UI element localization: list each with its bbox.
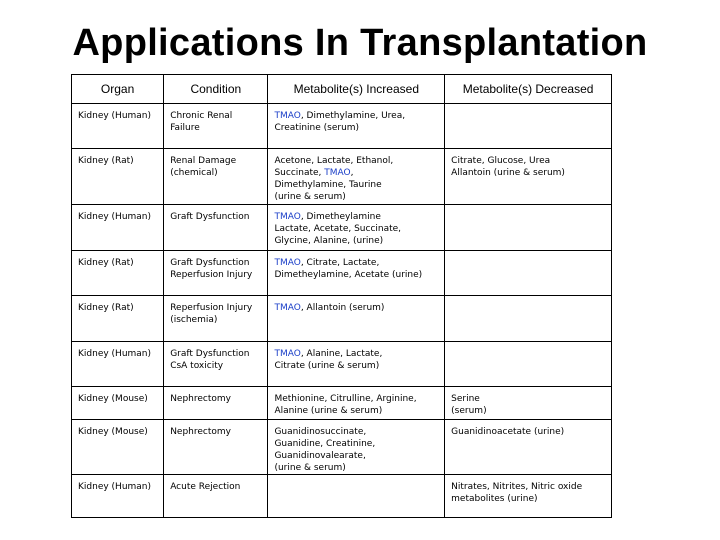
increased-text: Lactate, Acetate, Succinate, xyxy=(274,224,402,234)
cell-condition xyxy=(164,296,268,342)
column-header-decreased: Metabolite(s) Decreased xyxy=(445,75,612,104)
cell-decreased xyxy=(445,251,612,296)
cell-condition xyxy=(164,342,268,387)
column-header-increased: Metabolite(s) Increased xyxy=(268,75,445,104)
table-row xyxy=(72,205,612,251)
table-row xyxy=(72,342,612,387)
cell-condition xyxy=(164,251,268,296)
highlight-tmao: TMAO xyxy=(274,349,301,359)
cell-decreased-line: Serine xyxy=(451,394,480,404)
increased-text: Guanidine, Creatinine, xyxy=(274,439,376,449)
cell-organ xyxy=(72,251,164,296)
increased-text: , Dimetheylamine xyxy=(300,212,381,222)
increased-text: Citrate (urine & serum) xyxy=(274,361,380,371)
cell-increased xyxy=(268,420,445,475)
cell-condition xyxy=(164,475,268,518)
cell-decreased xyxy=(445,475,612,518)
highlight-tmao: TMAO xyxy=(274,258,301,268)
cell-decreased-line: Citrate, Glucose, Urea xyxy=(451,156,551,166)
cell-increased xyxy=(268,296,445,342)
cell-decreased-line: Nitrates, Nitrites, Nitric oxide xyxy=(451,482,583,492)
cell-decreased xyxy=(445,296,612,342)
cell-organ xyxy=(72,296,164,342)
cell-condition-line: Graft Dysfunction xyxy=(170,212,250,222)
cell-condition xyxy=(164,420,268,475)
cell-decreased-line: Guanidinoacetate (urine) xyxy=(451,427,565,437)
cell-condition-line: CsA toxicity xyxy=(170,361,224,371)
increased-text: Alanine (urine & serum) xyxy=(274,406,383,416)
column-header-organ: Organ xyxy=(72,75,164,104)
cell-condition xyxy=(164,387,268,420)
cell-decreased xyxy=(445,420,612,475)
cell-organ xyxy=(72,475,164,518)
increased-text: , Dimethylamine, Urea, xyxy=(300,111,406,121)
highlight-tmao: TMAO xyxy=(274,212,301,222)
cell-condition xyxy=(164,104,268,149)
organ-text: Kidney (Human) xyxy=(78,111,152,121)
page-title: Applications In Transplantation xyxy=(72,22,648,64)
cell-decreased xyxy=(445,387,612,420)
cell-decreased-line: (serum) xyxy=(451,406,487,416)
cell-condition-line: Nephrectomy xyxy=(170,394,231,404)
cell-condition-line: Acute Rejection xyxy=(170,482,241,492)
cell-condition-line: Reperfusion Injury xyxy=(170,270,253,280)
cell-decreased-line: metabolites (urine) xyxy=(451,494,538,504)
increased-text: Methionine, Citrulline, Arginine, xyxy=(274,394,417,404)
cell-condition-line: Chronic Renal xyxy=(170,111,233,121)
cell-decreased-line: Allantoin (urine & serum) xyxy=(451,168,565,178)
increased-text: Guanidinosuccinate, xyxy=(274,427,367,437)
table-row xyxy=(72,104,612,149)
cell-condition-line: Nephrectomy xyxy=(170,427,231,437)
cell-decreased xyxy=(445,149,612,205)
increased-text: (urine & serum) xyxy=(274,463,346,473)
table-row xyxy=(72,475,612,518)
cell-condition-line: Graft Dysfunction xyxy=(170,258,250,268)
cell-decreased xyxy=(445,104,612,149)
cell-increased xyxy=(268,205,445,251)
table-row xyxy=(72,251,612,296)
highlight-tmao: TMAO xyxy=(274,303,301,313)
table-row xyxy=(72,149,612,205)
cell-condition xyxy=(164,149,268,205)
highlight-tmao: TMAO xyxy=(324,168,351,178)
increased-text: , xyxy=(350,168,354,178)
increased-text: , Alanine, Lactate, xyxy=(300,349,383,359)
cell-organ xyxy=(72,387,164,420)
cell-increased xyxy=(268,475,445,518)
organ-text: Kidney (Mouse) xyxy=(78,427,148,437)
cell-organ xyxy=(72,104,164,149)
cell-condition-line: (ischemia) xyxy=(170,315,218,325)
increased-text: Guanidinovalearate, xyxy=(274,451,366,461)
table-row xyxy=(72,387,612,420)
increased-text: Dimetheylamine, Acetate (urine) xyxy=(274,270,423,280)
increased-text: , Citrate, Lactate, xyxy=(300,258,380,268)
increased-text: Glycine, Alanine, (urine) xyxy=(274,236,384,246)
organ-text: Kidney (Rat) xyxy=(78,303,134,313)
cell-increased xyxy=(268,342,445,387)
cell-organ xyxy=(72,205,164,251)
cell-condition-line: Failure xyxy=(170,123,200,133)
table-row xyxy=(72,420,612,475)
cell-increased xyxy=(268,387,445,420)
increased-text: , Allantoin (serum) xyxy=(300,303,385,313)
cell-organ xyxy=(72,420,164,475)
cell-organ xyxy=(72,342,164,387)
increased-text: Acetone, Lactate, Ethanol, xyxy=(274,156,394,166)
cell-decreased xyxy=(445,205,612,251)
table-header-row xyxy=(72,75,612,104)
increased-text: Succinate, xyxy=(274,168,325,178)
cell-increased xyxy=(268,149,445,205)
cell-organ xyxy=(72,149,164,205)
organ-text: Kidney (Human) xyxy=(78,212,152,222)
organ-text: Kidney (Mouse) xyxy=(78,394,148,404)
table-row xyxy=(72,296,612,342)
organ-text: Kidney (Rat) xyxy=(78,258,134,268)
cell-decreased xyxy=(445,342,612,387)
cell-condition-line: Renal Damage xyxy=(170,156,237,166)
increased-text: Creatinine (serum) xyxy=(274,123,360,133)
highlight-tmao: TMAO xyxy=(274,111,301,121)
transplant-metabolite-table xyxy=(71,74,612,518)
organ-text: Kidney (Human) xyxy=(78,349,152,359)
increased-text: Dimethylamine, Taurine xyxy=(274,180,382,190)
organ-text: Kidney (Human) xyxy=(78,482,152,492)
column-header-condition: Condition xyxy=(164,75,268,104)
cell-condition xyxy=(164,205,268,251)
cell-increased xyxy=(268,104,445,149)
cell-condition-line: (chemical) xyxy=(170,168,218,178)
organ-text: Kidney (Rat) xyxy=(78,156,134,166)
cell-increased xyxy=(268,251,445,296)
cell-condition-line: Graft Dysfunction xyxy=(170,349,250,359)
cell-condition-line: Reperfusion Injury xyxy=(170,303,253,313)
increased-text: (urine & serum) xyxy=(274,192,346,202)
